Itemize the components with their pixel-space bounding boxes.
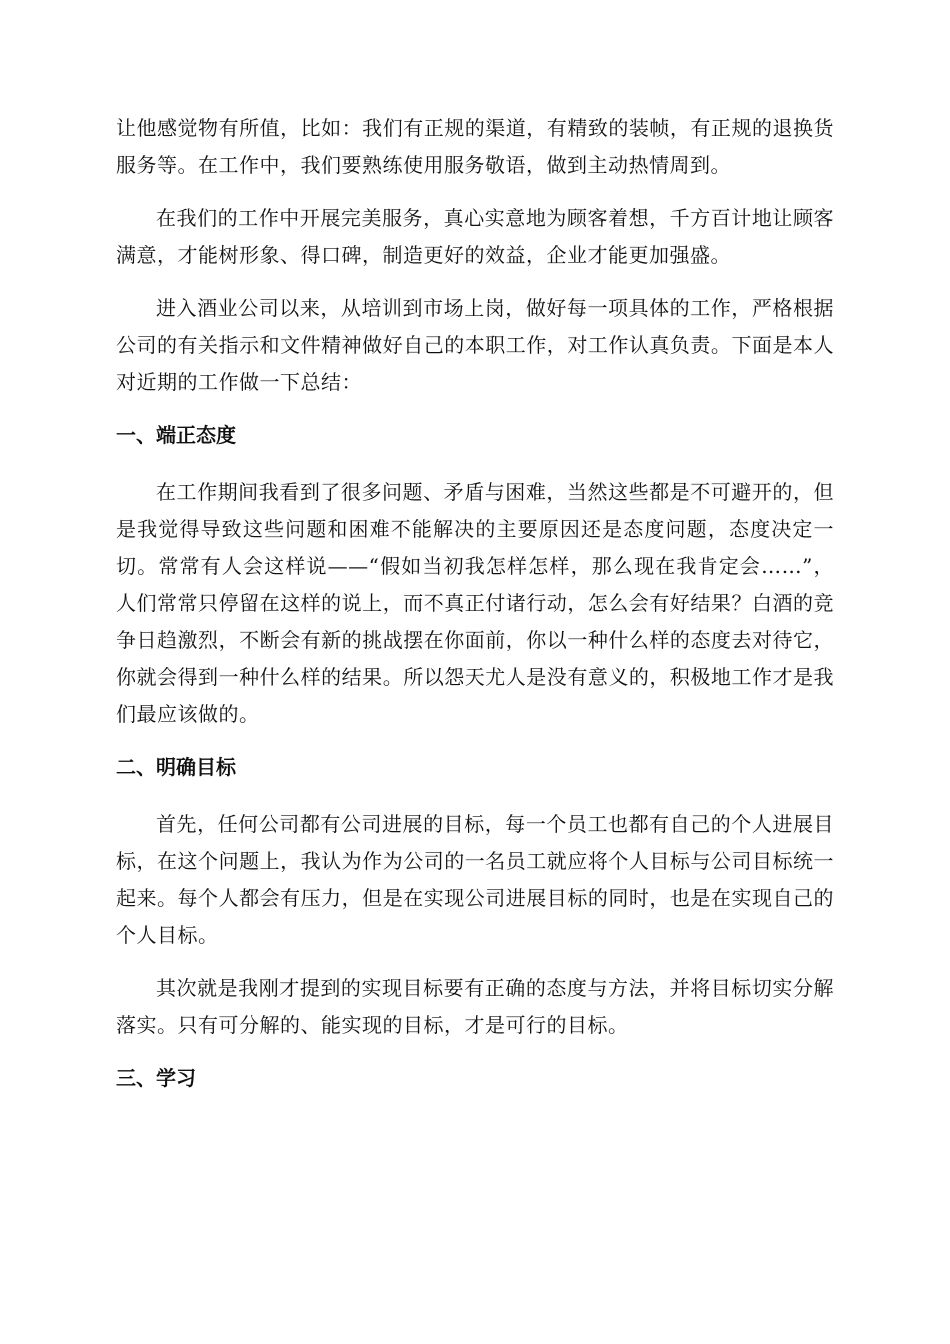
- section-heading-goals: 二、明确目标: [116, 755, 236, 779]
- section-heading-attitude: 一、端正态度: [116, 423, 236, 447]
- paragraph-attitude: 在工作期间我看到了很多问题、矛盾与困难，当然这些都是不可避开的，但是我觉得导致这些问题和困难不能解决的主要原因还是态度问题，态度决定一切。常常有人会这样说——“假如当初我怎样怎样，那么现在我肯定会……”，人们常常只停留在这样的说上，而不真正付诸行动，怎么会有好结果？白酒的竞争日趋激烈，不断会有新的挑战摆在你面前，你以一种什么样的态度去对待它，你就会得到一种什么样的结果。所以怨天尤人是没有意义的，积极地工作才是我们最应该做的。: [116, 480, 834, 726]
- paragraph-introduction: 进入酒业公司以来，从培训到市场上岗，做好每一项具体的工作，严格根据公司的有关指示和文件精神做好自己的本职工作，对工作认真负责。下面是本人对近期的工作做一下总结：: [116, 296, 834, 394]
- section-heading-learning: 三、学习: [116, 1066, 196, 1090]
- paragraph-service: 在我们的工作中开展完美服务，真心实意地为顾客着想，千方百计地让顾客满意，才能树形象、得口碑，制造更好的效益，企业才能更加强盛。: [116, 206, 834, 267]
- document-body: [116, 110, 834, 1117]
- paragraph-goals-first: 首先，任何公司都有公司进展的目标，每一个员工也都有自己的个人进展目标，在这个问题上，我认为作为公司的一名员工就应将个人目标与公司目标统一起来。每个人都会有压力，但是在实现公司进展目标的同时，也是在实现自己的个人目标。: [116, 812, 834, 947]
- paragraph-goals-second: 其次就是我刚才提到的实现目标要有正确的态度与方法，并将目标切实分解落实。只有可分解的、能实现的目标，才是可行的目标。: [116, 976, 834, 1037]
- paragraph-continuation: 让他感觉物有所值，比如：我们有正规的渠道，有精致的装帧，有正规的退换货服务等。在工作中，我们要熟练使用服务敬语，做到主动热情周到。: [116, 116, 834, 177]
